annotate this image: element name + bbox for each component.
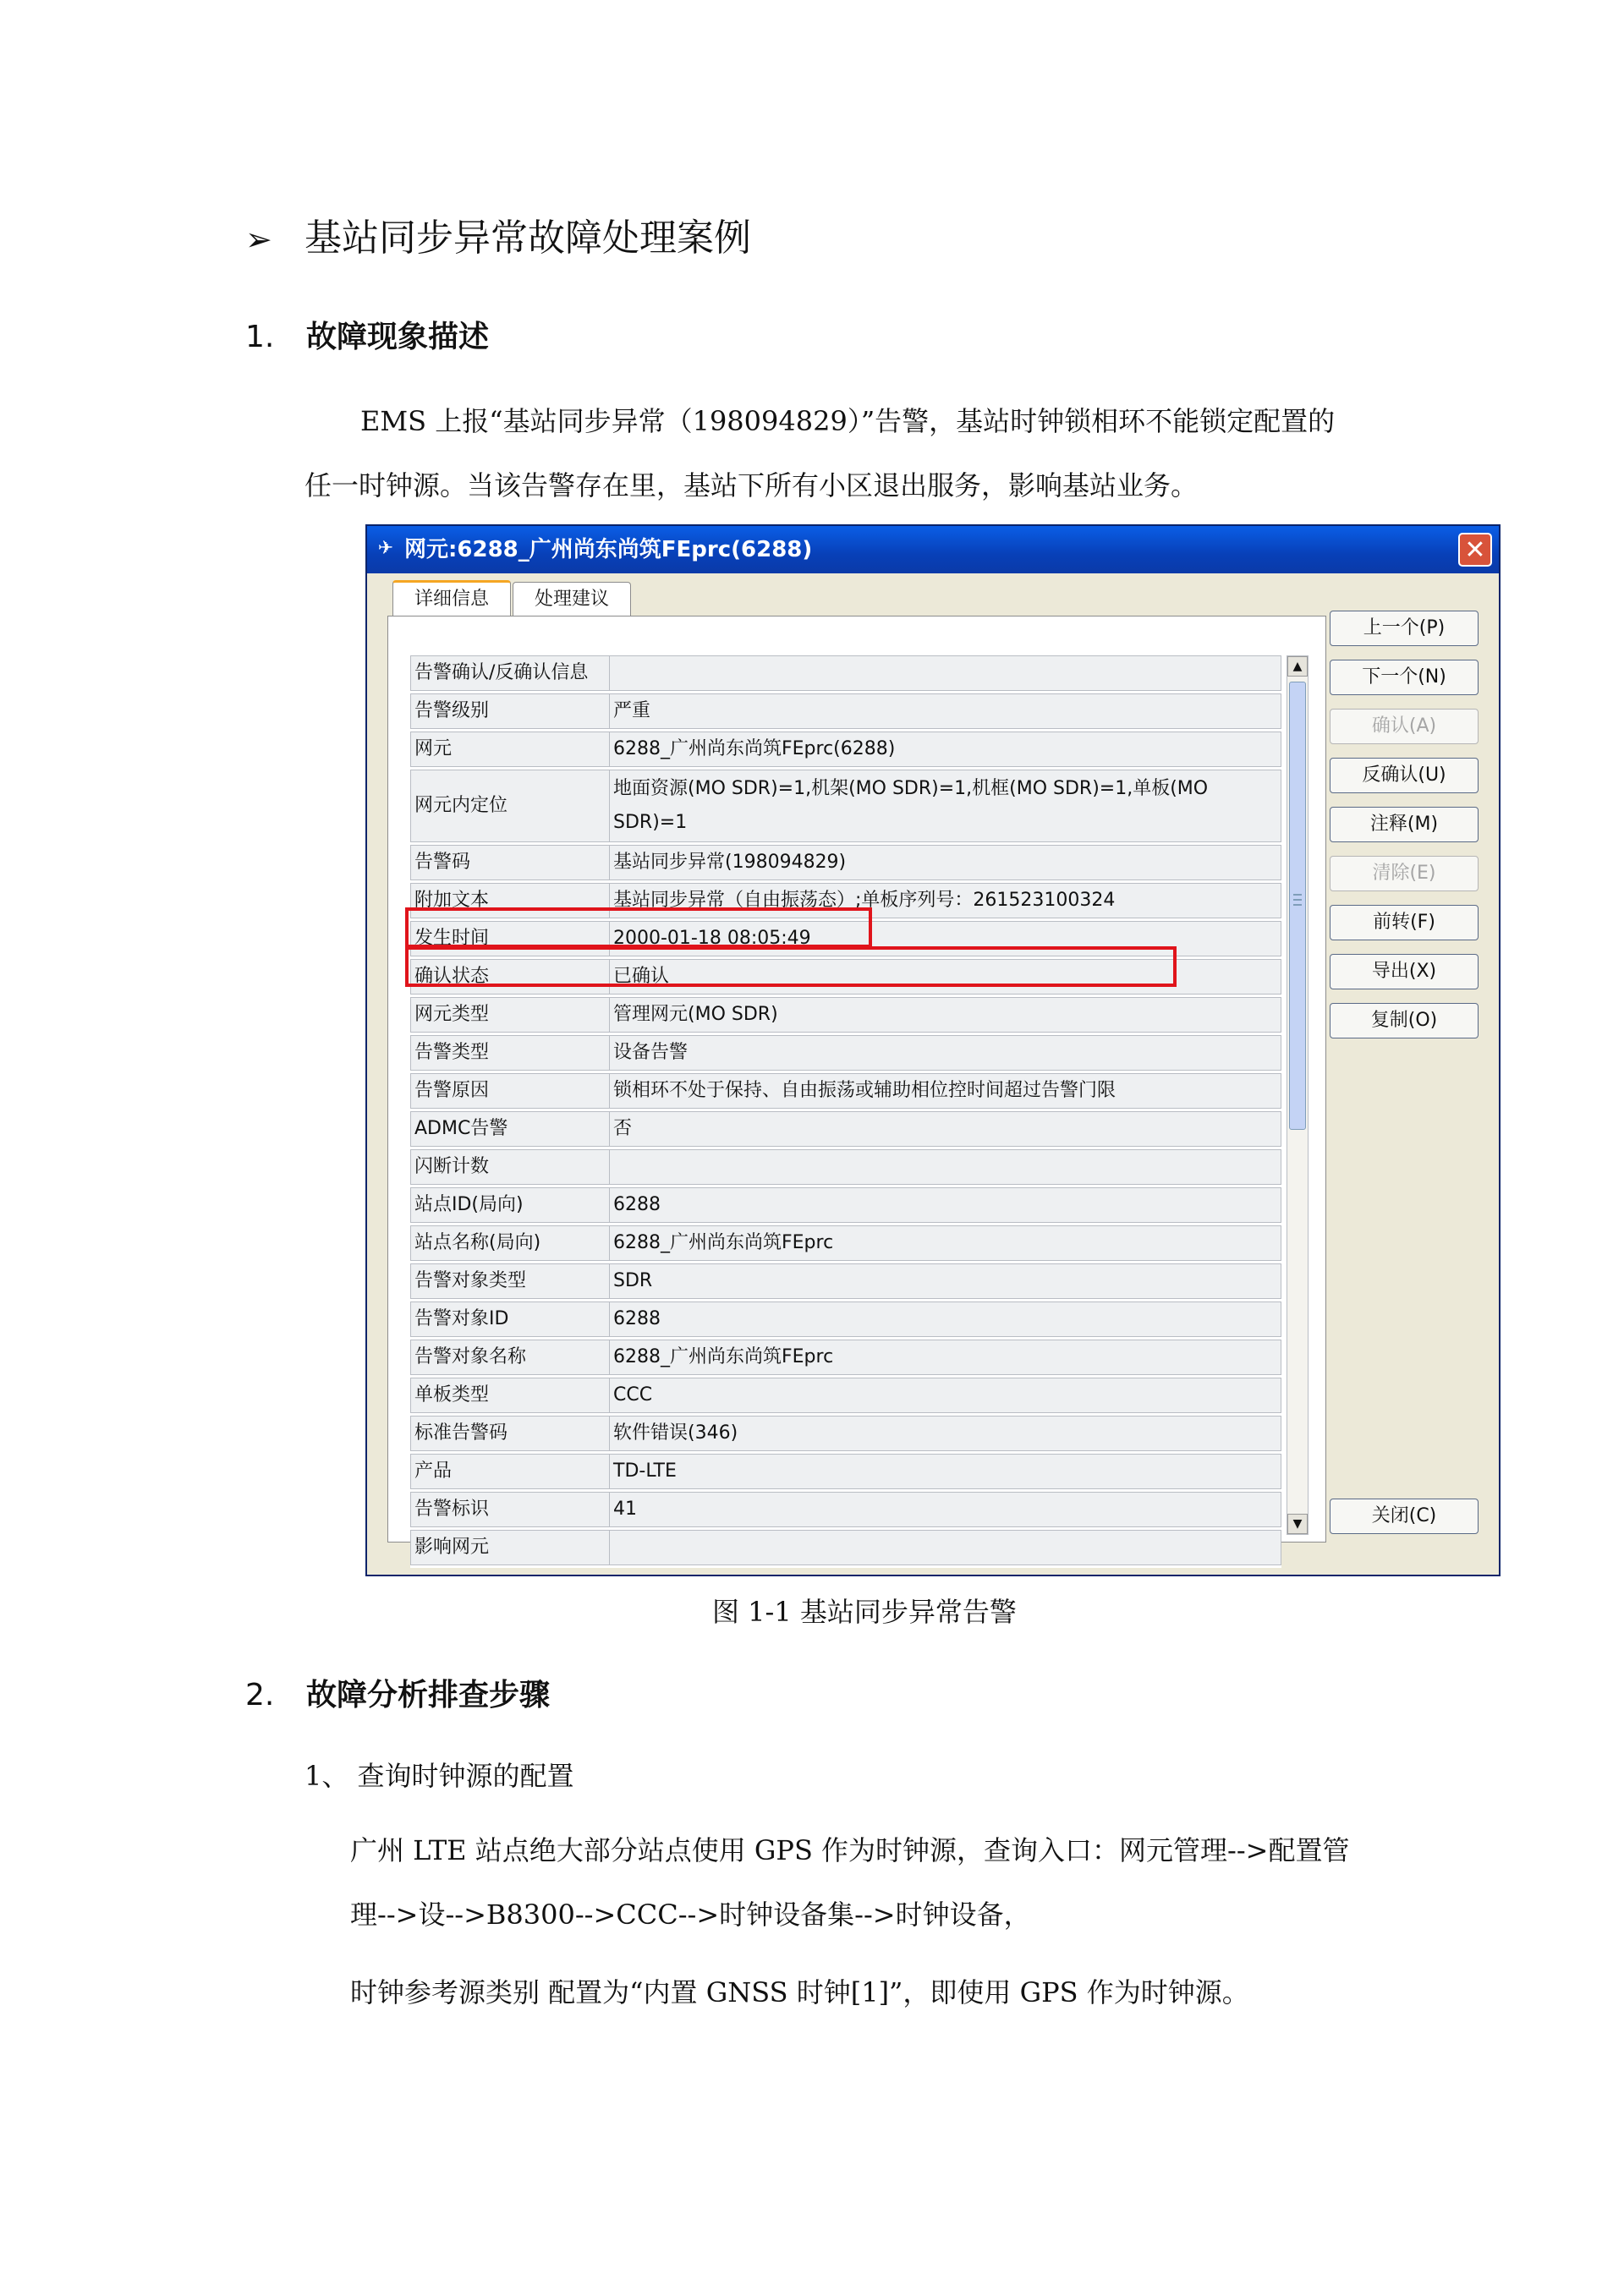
detail-row-value: 管理网元(MO SDR): [610, 997, 1281, 1033]
detail-row-key: 告警码: [410, 845, 610, 880]
export-button[interactable]: 导出(X): [1330, 954, 1479, 989]
detail-row[interactable]: [410, 1340, 1281, 1378]
section-2-para-line2: 理-->设-->B8300-->CCC-->时钟设备集-->时钟设备，: [350, 1899, 1031, 1931]
detail-row-key: 告警对象ID: [410, 1301, 610, 1337]
detail-row-key: 网元类型: [410, 997, 610, 1033]
detail-row-key: 告警确认/反确认信息: [410, 655, 610, 691]
detail-row-key: 告警对象类型: [410, 1263, 610, 1299]
detail-row-value: 2000-01-18 08:05:49: [610, 921, 1281, 956]
grip-line-icon: [1293, 899, 1302, 901]
detail-row-key: 站点名称(局向): [410, 1225, 610, 1261]
section-1-heading: [245, 316, 489, 359]
detail-row-value: 已确认: [610, 959, 1281, 995]
tab-suggestions[interactable]: 处理建议: [513, 582, 631, 616]
detail-row-key: 影响网元: [410, 1530, 610, 1565]
arrow-bullet-icon: ➢: [245, 221, 272, 258]
tab-details[interactable]: 详细信息: [392, 580, 511, 617]
detail-row-key: 闪断计数: [410, 1149, 610, 1185]
detail-row-key: 网元内定位: [410, 770, 610, 842]
detail-row-key: 告警类型: [410, 1035, 610, 1071]
detail-row-key: 产品: [410, 1454, 610, 1489]
detail-row[interactable]: [410, 770, 1281, 845]
detail-row-value: 6288: [610, 1301, 1281, 1337]
section-2-heading: [245, 1674, 550, 1717]
detail-row-key: 标准告警码: [410, 1416, 610, 1451]
section-1-title: 故障现象描述: [306, 320, 490, 354]
section-2-para-line1: 广州 LTE 站点绝大部分站点使用 GPS 作为时钟源，查询入口：网元管理-->配置管: [350, 1834, 1350, 1866]
detail-row-key: 站点ID(局向): [410, 1187, 610, 1223]
main-heading-text: 基站同步异常故障处理案例: [304, 216, 751, 260]
detail-row[interactable]: [410, 1492, 1281, 1530]
detail-row-key: 网元: [410, 732, 610, 767]
detail-row-key: 告警原因: [410, 1073, 610, 1109]
detail-row-value: [610, 1149, 1281, 1185]
detail-row-value: [610, 1530, 1281, 1565]
detail-row[interactable]: [410, 1301, 1281, 1340]
detail-row[interactable]: [410, 1073, 1281, 1111]
detail-row-value: TD-LTE: [610, 1454, 1281, 1489]
prev-button[interactable]: 上一个(P): [1330, 611, 1479, 646]
details-panel: [387, 616, 1326, 1558]
step-1-label: 1、 查询时钟源的配置: [304, 1760, 574, 1792]
close-button[interactable]: 关闭(C): [1330, 1499, 1479, 1534]
dialog-title: 网元:6288_广州尚东尚筑FEprc(6288): [404, 537, 813, 562]
detail-row-value: 6288: [610, 1187, 1281, 1223]
section-2-title: 故障分析排查步骤: [306, 1678, 551, 1712]
detail-row-value: 设备告警: [610, 1035, 1281, 1071]
forward-button[interactable]: 前转(F): [1330, 905, 1479, 940]
detail-row[interactable]: [410, 1530, 1281, 1568]
section-1-para-line1: EMS 上报“基站同步异常（198094829）”告警，基站时钟锁相环不能锁定配置的: [360, 405, 1336, 437]
dialog-titlebar: [367, 526, 1499, 573]
detail-row-value: 41: [610, 1492, 1281, 1527]
highlight-additional-text: [405, 946, 1177, 987]
section-1-para-line2: 任一时钟源。当该告警存在里，基站下所有小区退出服务，影响基站业务。: [304, 469, 1199, 501]
detail-row-value: 6288_广州尚东尚筑FEprc: [610, 1340, 1281, 1375]
detail-row[interactable]: [410, 655, 1281, 693]
detail-row[interactable]: [410, 1149, 1281, 1187]
clear-button[interactable]: 清除(E): [1330, 856, 1479, 891]
confirm-button[interactable]: 确认(A): [1330, 709, 1479, 744]
unconfirm-button[interactable]: 反确认(U): [1330, 758, 1479, 793]
scroll-thumb[interactable]: [1289, 682, 1306, 1130]
section-2-number: 2.: [245, 1678, 275, 1712]
detail-row-key: 告警标识: [410, 1492, 610, 1527]
detail-row-value: [610, 655, 1281, 691]
detail-row[interactable]: [410, 732, 1281, 770]
detail-row[interactable]: [410, 1416, 1281, 1454]
next-button[interactable]: 下一个(N): [1330, 660, 1479, 695]
detail-row-key: 告警对象名称: [410, 1340, 610, 1375]
main-heading: [245, 213, 751, 265]
detail-row-key: 确认状态: [410, 959, 610, 995]
app-icon: ✈: [377, 538, 394, 559]
copy-button[interactable]: 复制(O): [1330, 1003, 1479, 1038]
alarm-detail-table: [410, 655, 1281, 1568]
section-2-para-line3: 时钟参考源类别 配置为“内置 GNSS 时钟[1]”，即使用 GPS 作为时钟源。: [350, 1976, 1249, 2008]
detail-row-value: 基站同步异常（自由振荡态）;单板序列号：261523100324: [610, 883, 1281, 918]
detail-row-value: 基站同步异常(198094829): [610, 845, 1281, 880]
scroll-up-icon[interactable]: ▲: [1287, 656, 1308, 677]
comment-button[interactable]: 注释(M): [1330, 807, 1479, 842]
alarm-detail-dialog: [365, 524, 1501, 1576]
detail-row-value: CCC: [610, 1378, 1281, 1413]
detail-row-value: 严重: [610, 693, 1281, 729]
detail-row-key: 附加文本: [410, 883, 610, 918]
detail-row[interactable]: [410, 1035, 1281, 1073]
scroll-down-icon[interactable]: ▼: [1287, 1514, 1308, 1534]
detail-row-key: ADMC告警: [410, 1111, 610, 1147]
detail-row[interactable]: [410, 1187, 1281, 1225]
grip-line-icon: [1293, 904, 1302, 906]
detail-row[interactable]: [410, 845, 1281, 883]
detail-row-value: 地面资源(MO SDR)=1,机架(MO SDR)=1,机框(MO SDR)=1,单板(MO SDR)=1: [610, 770, 1281, 842]
detail-row-value: 锁相环不处于保持、自由振荡或辅助相位控时间超过告警门限: [610, 1073, 1281, 1109]
figure-caption: 图 1-1 基站同步异常告警: [712, 1596, 1017, 1628]
detail-row-key: 单板类型: [410, 1378, 610, 1413]
grip-line-icon: [1293, 894, 1302, 896]
detail-row-key: 发生时间: [410, 921, 610, 956]
close-icon[interactable]: ✕: [1458, 533, 1492, 567]
detail-row[interactable]: [410, 1111, 1281, 1149]
detail-row[interactable]: [410, 1378, 1281, 1416]
detail-row[interactable]: [410, 1263, 1281, 1301]
detail-row[interactable]: [410, 693, 1281, 732]
detail-row[interactable]: [410, 1225, 1281, 1263]
detail-row-key: 告警级别: [410, 693, 610, 729]
detail-scrollbar[interactable]: [1287, 655, 1309, 1535]
detail-row-value: 6288_广州尚东尚筑FEprc(6288): [610, 732, 1281, 767]
detail-row[interactable]: [410, 1454, 1281, 1492]
section-1-number: 1.: [245, 320, 275, 354]
detail-row-value: 6288_广州尚东尚筑FEprc: [610, 1225, 1281, 1261]
detail-row-value: SDR: [610, 1263, 1281, 1299]
detail-row[interactable]: [410, 997, 1281, 1035]
detail-row-value: 软件错误(346): [610, 1416, 1281, 1451]
detail-row-value: 否: [610, 1111, 1281, 1147]
highlight-alarm-code: [405, 907, 872, 948]
